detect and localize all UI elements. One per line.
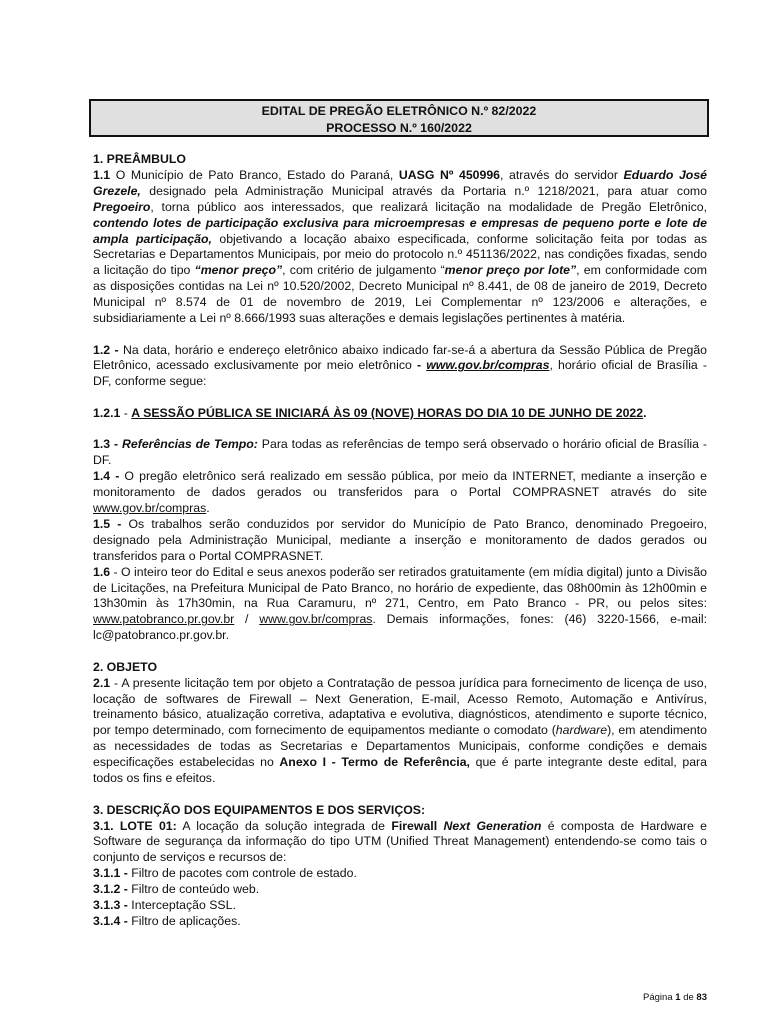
firewall-term: Firewall — [391, 818, 438, 833]
clause-number: 3.1.2 - — [93, 882, 128, 897]
text: , em conformidade com as disposições contidas na Lei nº 10.520/2002, Decreto Municipal nº 8.441, de 08 de janeiro de 2019, Decreto Municipal nº 8.574 de 01 de novembro de 2019, Lei Complementar nº 123/2006 e alterações, e subsidiariamente a Lei nº 8.666/1993 suas alterações e demais legislações pertinentes à matéria. — [93, 263, 708, 326]
text: . Demais informações, fones: (46) 3220-1566, e-mail: lc@patobranco.pr.gov.br. — [93, 612, 708, 643]
paragraph-1-2 — [93, 343, 707, 391]
slash: / — [234, 612, 260, 627]
paragraph-1-1 — [93, 168, 707, 327]
item-text: Filtro de aplicações. — [127, 913, 241, 928]
page-prefix: Página — [643, 992, 676, 1003]
separator: - — [120, 405, 132, 420]
text: , torna público aos interessados, que realizará licitação na modalidade de Pregão Eletrônico, — [150, 199, 707, 214]
text: - A presente licitação tem por objeto a Contratação de pessoa jurídica para fornecimento de licença de uso, locação de softwares de Firewall – Next Generation, E-mail, Acesso Remoto, Automação e Antivírus, treinamento básico, atualização corretiva, adaptativa e evolutiva, diagnósticos, atendimento e suporte técnico, por tempo determinado, com fornecimento de equipamentos mediante o comodato ( — [93, 675, 707, 738]
period: . — [206, 501, 210, 515]
next-generation-term: Next Generation — [443, 818, 542, 833]
title-box — [89, 99, 709, 137]
text: Os trabalhos serão conduzidos por servidor do Município de Pato Branco, denominado Pregoeiro, designado pela Administração Municipal, mediante a inserção e monitoramento de dados gerados ou transferidos para o Portal COMPRASNET. — [93, 516, 707, 563]
clause-number: 1.1 — [93, 167, 111, 182]
patobranco-link[interactable]: www.patobranco.pr.gov.br — [93, 612, 235, 627]
clause-number: 3.1.4 - — [93, 913, 128, 928]
clause-number: 1.6 — [93, 564, 111, 579]
text: Para todas as referências de tempo será observado o horário oficial de Brasília - DF. — [93, 437, 708, 468]
period: . — [643, 405, 647, 420]
text: é composta de Hardware e Software de segurança da informação do tipo UTM (Unified Threat Management) entendendo-se como tais o conjunto de serviços e recursos de: — [93, 818, 708, 865]
list-item-3-1-4 — [93, 914, 707, 930]
text: O Município de Pato Branco, Estado do Paraná, — [110, 167, 399, 182]
paragraph-3-1 — [93, 819, 707, 867]
text: A locação da solução integrada de — [176, 818, 392, 833]
clause-number: 1.2 - — [93, 342, 119, 357]
text: , através do servidor — [500, 167, 624, 182]
text: Na data, horário e endereço eletrônico abaixo indicado far-se-á a abertura da Sessão Pública de Pregão Eletrônico, acessado exclusivamente por meio eletrônico — [93, 342, 708, 373]
page-footer — [643, 992, 707, 1003]
section-1-heading: 1. PREÂMBULO — [93, 152, 186, 166]
dash: - — [416, 358, 422, 373]
paragraph-1-2-1 — [93, 406, 707, 422]
role-pregoeiro: Pregoeiro — [93, 199, 151, 214]
item-text: Filtro de pacotes com controle de estado. — [127, 866, 357, 881]
clause-number: 1.3 - — [93, 437, 119, 452]
page-total: 83 — [696, 992, 707, 1003]
compras-link[interactable]: www.gov.br/compras — [259, 612, 373, 627]
compras-link[interactable]: www.gov.br/compras — [93, 501, 207, 515]
hardware-term: hardware — [555, 723, 608, 738]
paragraph-2-1 — [93, 676, 707, 787]
page-number: 1 — [675, 992, 681, 1003]
uasg-number: UASG Nº 450996 — [398, 167, 501, 182]
edital-title: EDITAL DE PREGÃO ELETRÔNICO N.º 82/2022 — [261, 104, 537, 118]
criterio-julgamento: menor preço por lote” — [444, 263, 577, 278]
compras-link[interactable]: www.gov.br/compras — [426, 358, 550, 373]
list-item-3-1-2 — [93, 882, 707, 898]
paragraph-1-6 — [93, 565, 707, 645]
session-start-notice: A SESSÃO PÚBLICA SE INICIARÁ ÀS 09 (NOVE) HORAS DO DIA 10 DE JUNHO DE 2022 — [131, 405, 644, 420]
time-reference-label: Referências de Tempo: — [122, 437, 258, 452]
text: designado pela Administração Municipal através da Portaria n.º 1218/2021, para atuar como — [140, 183, 707, 198]
text: que é parte integrante deste edital, para todos os fins e efeitos. — [93, 755, 707, 786]
exclusive-participation: contendo lotes de participação exclusiva para microempresas e empresas de pequeno porte e lote de ampla participação, — [93, 215, 707, 246]
list-item-3-1-3 — [93, 898, 707, 914]
item-text: Filtro de conteúdo web. — [127, 882, 260, 897]
page-of: de — [680, 992, 697, 1003]
anexo-reference: Anexo I - Termo de Referência, — [279, 755, 470, 770]
clause-number: 3.1.1 - — [93, 866, 128, 881]
clause-number: 2.1 — [93, 675, 111, 690]
servant-name: Eduardo José Grezele, — [93, 167, 707, 198]
item-text: Interceptação SSL. — [127, 898, 236, 913]
text: objetivando a locação abaixo especificada, conforme solicitação feita por todas as Secretarias e Departamentos Municipais, por meio do protocolo n.º 451136/2022, nas condições fixadas, sendo a licitação do tipo — [93, 231, 707, 278]
paragraph-1-3 — [93, 437, 707, 469]
text: , com critério de julgamento “ — [282, 263, 445, 278]
text: - O inteiro teor do Edital e seus anexos poderão ser retirados gratuitamente (em mídia digital) junto a Divisão de Licitações, na Prefeitura Municipal de Pato Branco, no horário de expediente, das 08h00min às 12h00min e 13h30min às 17h30min, na Rua Caramuru, nº 271, Centro, em Pato Branco - PR, ou pelos sites: — [93, 564, 707, 611]
paragraph-1-5 — [93, 517, 707, 565]
document-body — [93, 152, 707, 930]
tipo-licitacao: “menor preço” — [194, 263, 283, 278]
text: ), em atendimento as necessidades de todas as Secretarias e Departamentos Municipais, conforme condições e demais especificações estabelecidas no — [93, 723, 707, 770]
processo-title: PROCESSO N.º 160/2022 — [326, 121, 472, 135]
clause-number: 1.4 - — [93, 469, 120, 484]
lote-label: 3.1. LOTE 01: — [93, 818, 177, 833]
text: , horário oficial de Brasília - DF, conforme segue: — [93, 358, 707, 389]
clause-number: 1.5 - — [93, 516, 122, 531]
text: O pregão eletrônico será realizado em sessão pública, por meio da INTERNET, mediante a inserção e monitoramento de dados gerados ou transferidos para o Portal COMPRASNET através do site — [93, 469, 707, 500]
section-3-heading: 3. DESCRIÇÃO DOS EQUIPAMENTOS E DOS SERVIÇOS: — [93, 802, 426, 817]
clause-number: 3.1.3 - — [93, 898, 128, 913]
clause-number: 1.2.1 — [93, 405, 121, 420]
list-item-3-1-1 — [93, 866, 707, 882]
paragraph-1-4 — [93, 469, 707, 517]
section-2-heading: 2. OBJETO — [93, 659, 158, 674]
